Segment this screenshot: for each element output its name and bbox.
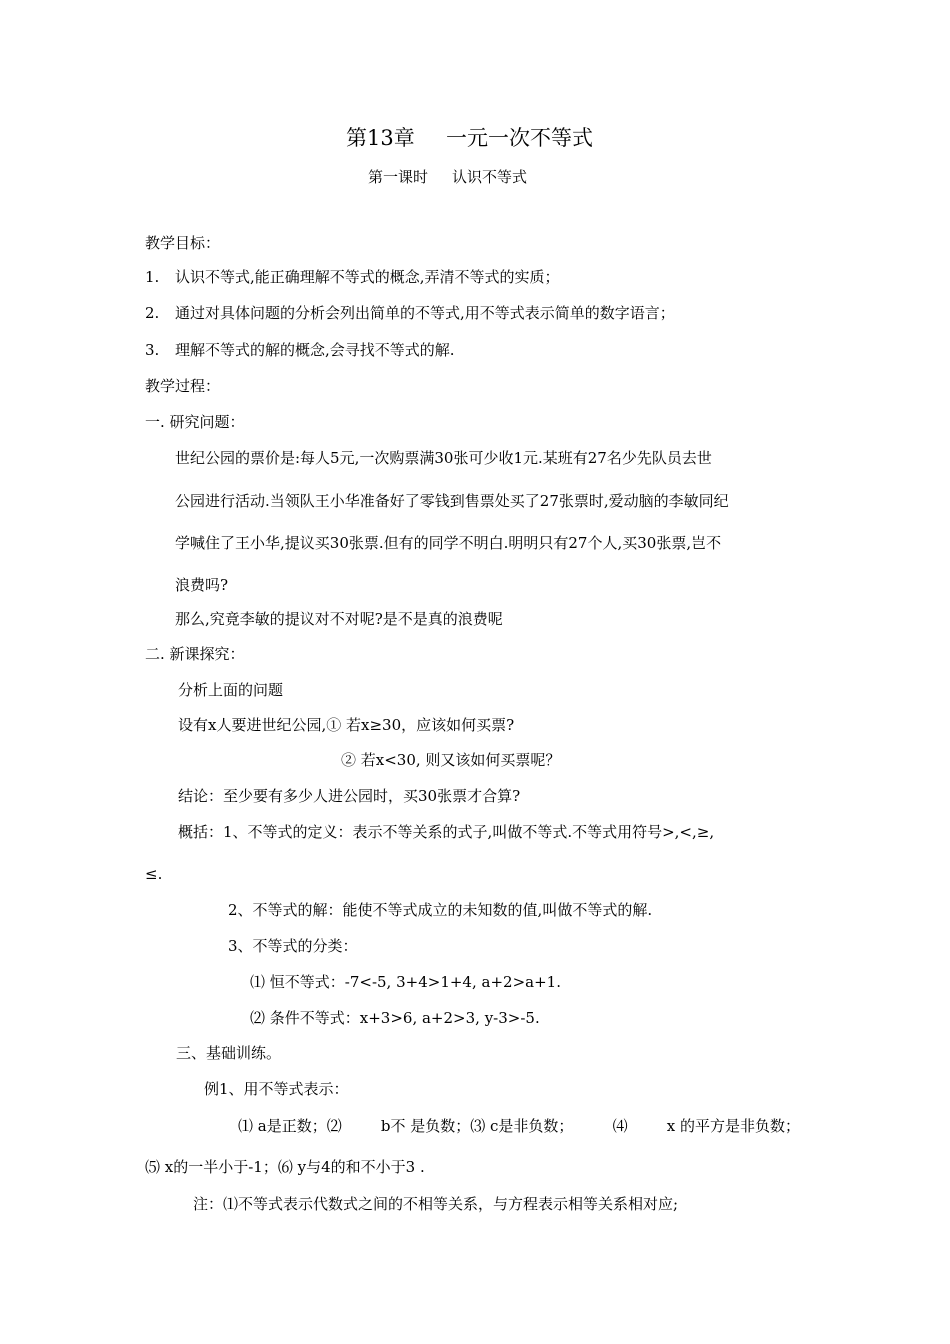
goals-heading: 教学目标： bbox=[145, 234, 221, 252]
class-1: ⑴ 恒不等式：-7<-5, 3+4>1+4, a+2>a+1. bbox=[250, 973, 561, 991]
note-text: 注：⑴不等式表示代数式之间的不相等关系，与方程表示相等关系相对应; bbox=[193, 1195, 679, 1213]
goal-text: 通过对具体问题的分析会列出简单的不等式,用不等式表示简单的数字语言； bbox=[175, 304, 675, 322]
chapter-title: 一元一次不等式 bbox=[446, 126, 593, 150]
section3-heading: 三、基础训练。 bbox=[176, 1044, 282, 1062]
summary-line: 概括：1、不等式的定义：表示不等关系的式子,叫做不等式.不等式用符号>,<,≥, bbox=[178, 823, 715, 841]
summary-line: ≤. bbox=[145, 865, 163, 883]
process-heading: 教学过程： bbox=[145, 377, 221, 395]
story-question: 那么,究竟李敏的提议对不对呢?是不是真的浪费呢 bbox=[175, 610, 503, 628]
lesson-number: 第一课时 bbox=[368, 168, 429, 186]
conclusion-text: 结论：至少要有多少人进公园时，买30张票才合算? bbox=[178, 787, 521, 805]
lesson-title: 认识不等式 bbox=[452, 168, 528, 186]
example-part: b不 是负数；⑶ c是非负数； bbox=[380, 1117, 574, 1135]
chapter-number: 第13章 bbox=[346, 126, 415, 150]
class-2: ⑵ 条件不等式：x+3>6, a+2>3, y-3>-5. bbox=[250, 1009, 540, 1027]
example-part: ⑴ a是正数；⑵ bbox=[238, 1117, 342, 1135]
analyze-text: 分析上面的问题 bbox=[178, 681, 284, 699]
example-heading: 例1、用不等式表示： bbox=[204, 1080, 349, 1098]
section1-heading: 一. 研究问题： bbox=[145, 413, 245, 431]
point-3: 3、不等式的分类： bbox=[228, 937, 358, 955]
question-2: ② 若x<30, 则又该如何买票呢？ bbox=[341, 751, 561, 769]
example-line: ⑸ x的一半小于-1；⑹ y与4的和不小于3 . bbox=[145, 1158, 425, 1176]
section2-heading: 二. 新课探究： bbox=[145, 645, 245, 663]
story-line: 世纪公园的票价是:每人5元,一次购票满30张可少收1元.某班有27名少先队员去世 bbox=[175, 449, 712, 467]
story-line: 学喊住了王小华,提议买30张票.但有的同学不明白.明明只有27个人,买30张票,岂不 bbox=[175, 534, 722, 552]
example-part: x 的平方是非负数； bbox=[666, 1117, 800, 1135]
goal-number: 3. bbox=[145, 341, 160, 359]
example-part: ⑷ bbox=[612, 1117, 628, 1135]
goal-number: 2. bbox=[145, 304, 160, 322]
goal-number: 1. bbox=[145, 268, 160, 286]
story-line: 公园进行活动.当领队王小华准备好了零钱到售票处买了27张票时,爱动脑的李敏同纪 bbox=[175, 492, 729, 510]
point-2: 2、不等式的解：能使不等式成立的未知数的值,叫做不等式的解. bbox=[228, 901, 653, 919]
goal-text: 理解不等式的解的概念,会寻找不等式的解. bbox=[175, 341, 455, 359]
goal-text: 认识不等式,能正确理解不等式的概念,弄清不等式的实质； bbox=[175, 268, 560, 286]
story-line: 浪费吗? bbox=[175, 576, 229, 594]
question-1: 设有x人要进世纪公园,① 若x≥30，应该如何买票? bbox=[178, 716, 515, 734]
example-row bbox=[238, 1116, 800, 1136]
